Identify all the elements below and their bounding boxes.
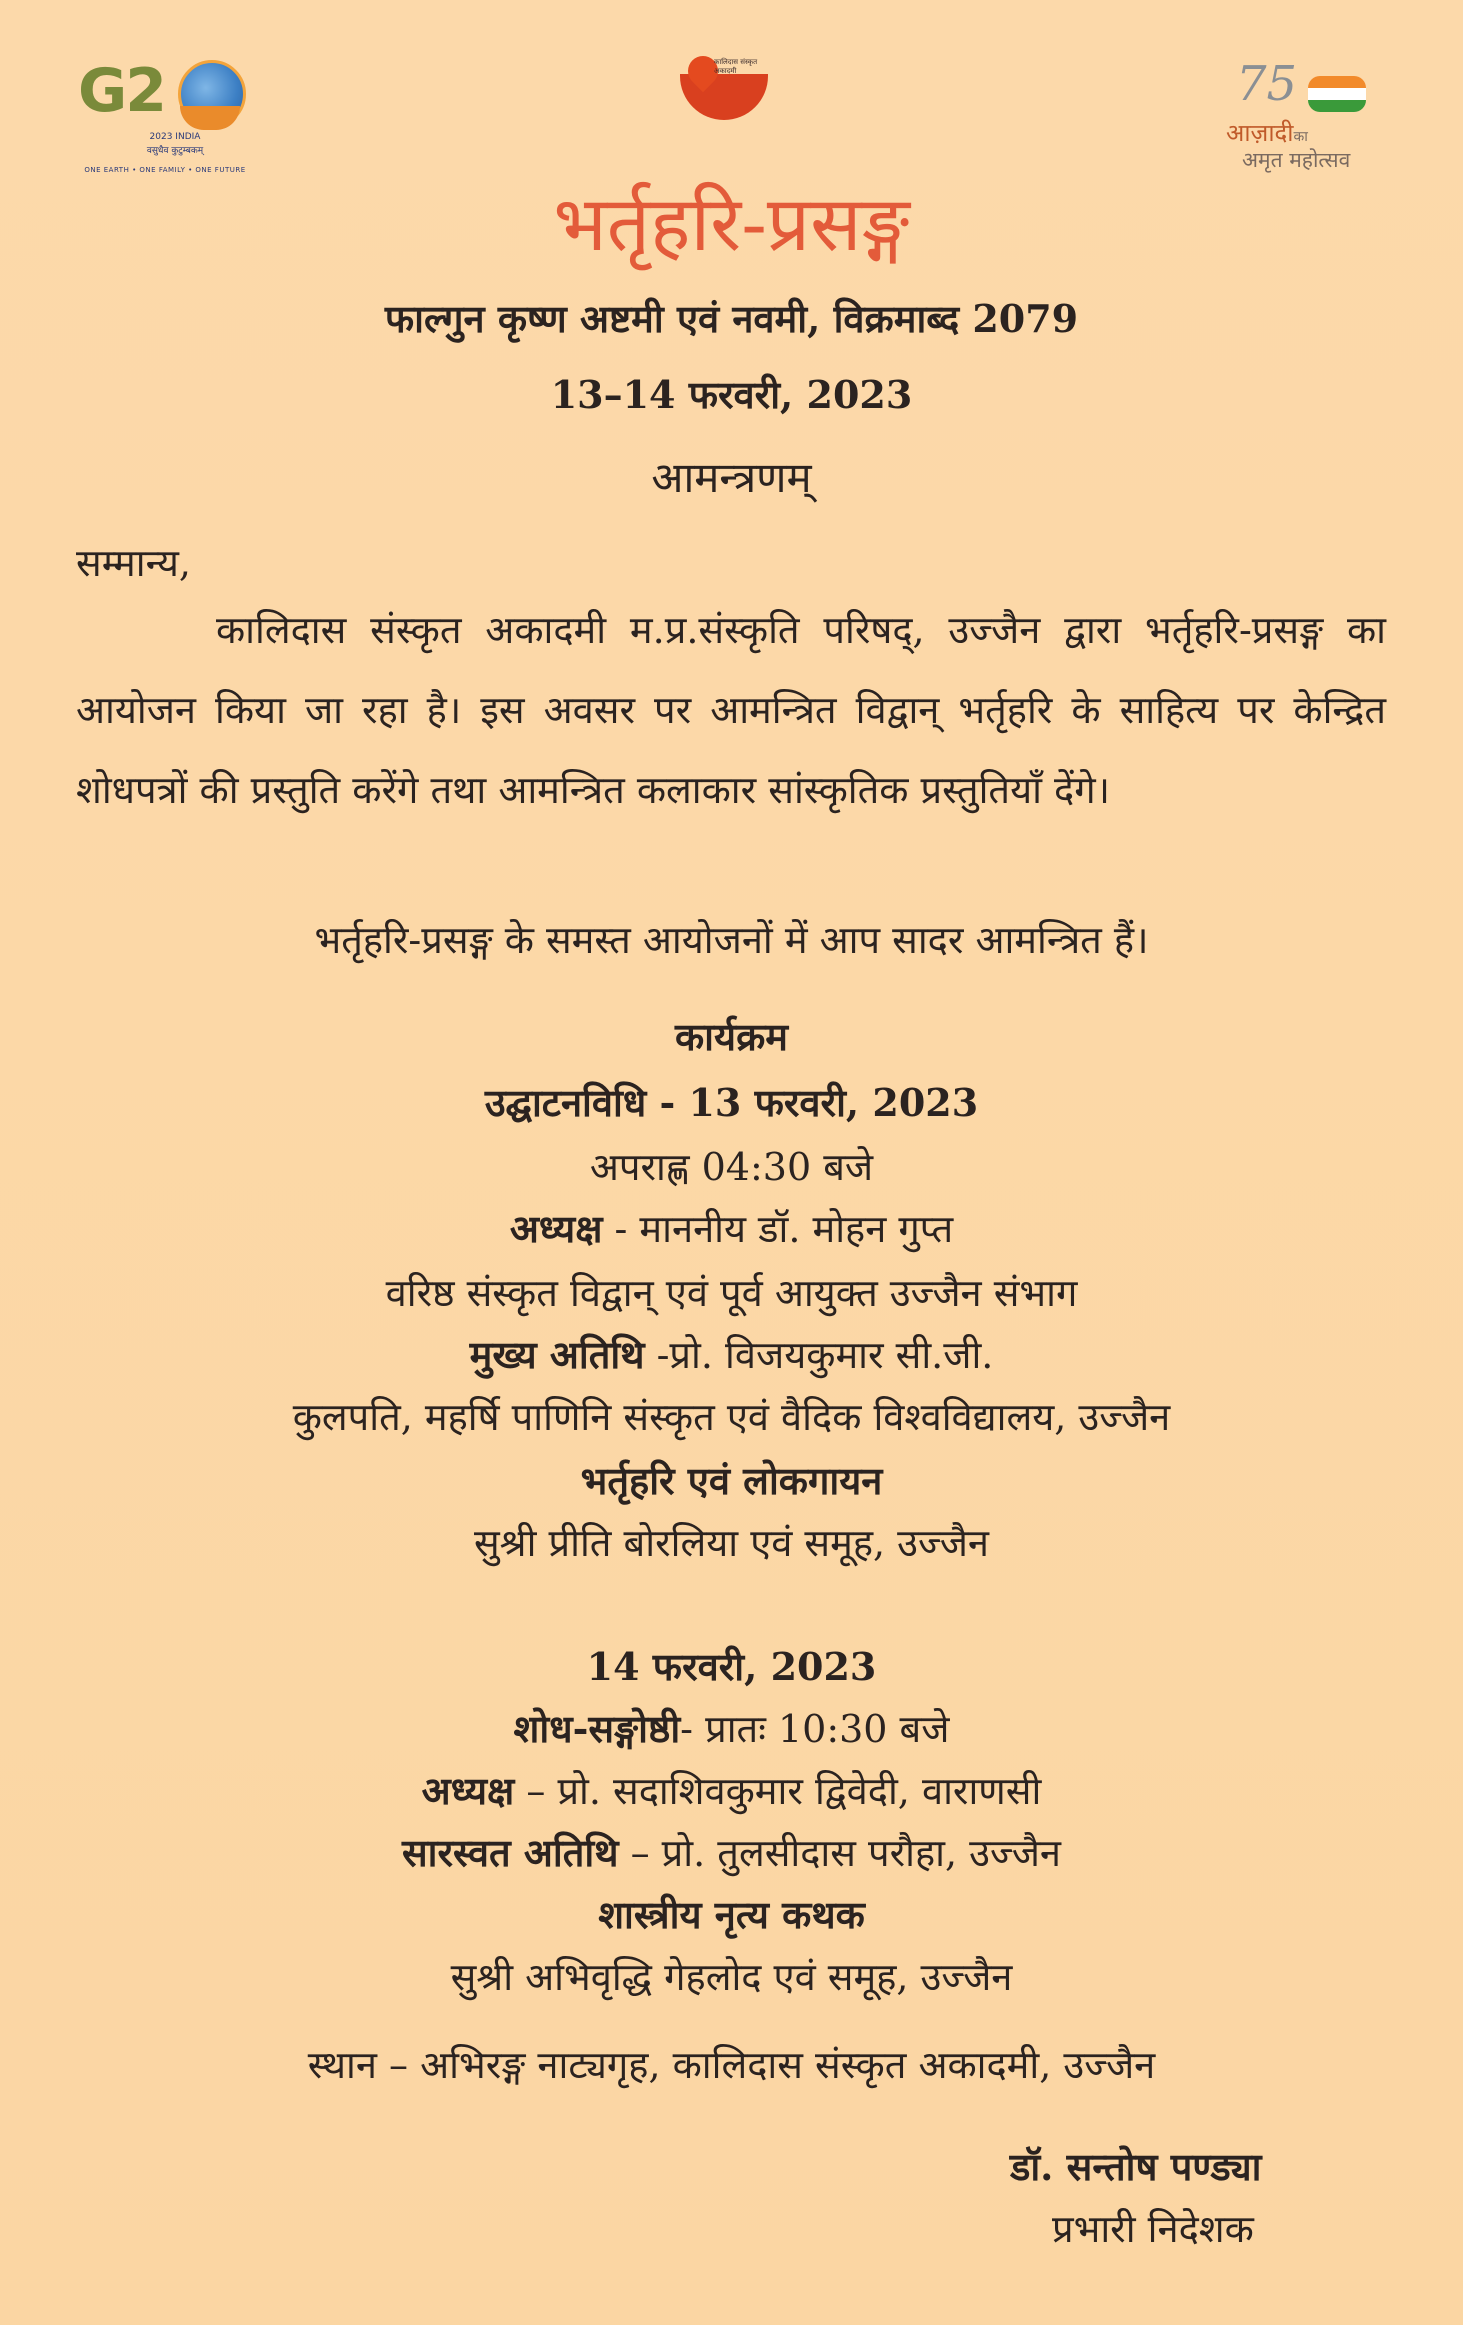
azadi-line2: अमृत महोत्सव xyxy=(1242,148,1351,172)
seventyfive-mark: 75 xyxy=(1236,56,1298,112)
azadi-line1: आज़ादीका xyxy=(1226,119,1308,147)
event-dates: 13–14 फरवरी, 2023 xyxy=(550,372,913,417)
day2-guest xyxy=(0,1826,1463,1878)
seminar-label: शोध-सङ्गोष्ठी xyxy=(513,1706,681,1751)
azadi-ka-amrit-mahotsav-logo xyxy=(1222,56,1397,176)
day1-chair-description: वरिष्ठ संस्कृत विद्वान् एवं पूर्व आयुक्त उज्जैन संभाग xyxy=(385,1271,1078,1315)
invitation-closing: भर्तृहरि-प्रसङ्ग के समस्त आयोजनों में आप सादर आमन्त्रित हैं। xyxy=(314,918,1149,962)
programme-heading: कार्यक्रम xyxy=(675,1014,788,1059)
hindu-calendar-date: फाल्गुन कृष्ण अष्टमी एवं नवमी, विक्रमाब्द 2079 xyxy=(384,296,1079,341)
chief-guest-name: -प्रो. विजयकुमार सी.जी. xyxy=(644,1333,994,1377)
invitation-paragraph: कालिदास संस्कृत अकादमी म.प्र.संस्कृति परिषद्, उज्जैन द्वारा भर्तृहरि-प्रसङ्ग का आयोजन किया जा रहा है। इस अवसर पर आमन्त्रित विद्वान् भर्तृहरि के साहित्य पर केन्द्रित शोधपत्रों की प्रस्तुति करेंगे तथा आमन्त्रित कलाकार सांस्कृतिक प्रस्तुतियाँ देंगे। xyxy=(76,608,1386,812)
day2-heading: 14 फरवरी, 2023 xyxy=(586,1644,877,1689)
chair-name: – प्रो. सदाशिवकुमार द्विवेदी, वाराणसी xyxy=(514,1769,1042,1813)
g20-subtitle xyxy=(90,130,260,158)
g20-mark: G2 xyxy=(78,56,165,126)
chair-label: अध्यक्ष xyxy=(421,1768,515,1813)
day2-performance-title: शास्त्रीय नृत्य कथक xyxy=(598,1892,865,1937)
tricolour-flag-icon xyxy=(1308,76,1366,112)
signatory-name: डॉ. सन्तोष पण्ड्या xyxy=(1010,2144,1262,2189)
day2-chair xyxy=(0,1764,1463,1816)
chair-name: - माननीय डॉ. मोहन गुप्त xyxy=(602,1207,954,1251)
g20-tagline: वसुधैव कुटुम्बकम् xyxy=(146,146,204,156)
g20-motto: ONE EARTH • ONE FAMILY • ONE FUTURE xyxy=(84,166,246,174)
chair-label: अध्यक्ष xyxy=(509,1206,603,1251)
venue: स्थान – अभिरङ्ग नाट्यगृह, कालिदास संस्कृत अकादमी, उज्जैन xyxy=(307,2043,1156,2087)
signatory-designation: प्रभारी निदेशक xyxy=(1052,2207,1254,2251)
g20-logo xyxy=(60,48,270,188)
salutation: सम्मान्य, xyxy=(76,541,191,585)
day1-chair xyxy=(0,1202,1463,1254)
day2-seminar xyxy=(0,1702,1463,1754)
day1-chief-guest xyxy=(0,1328,1463,1380)
day2-performance-artist: सुश्री अभिवृद्धि गेहलोद एवं समूह, उज्जैन xyxy=(450,1955,1013,1999)
invitation-heading: आमन्त्रणम् xyxy=(651,453,812,502)
lotus-icon xyxy=(180,106,240,130)
day1-chief-guest-description: कुलपति, महर्षि पाणिनि संस्कृत एवं वैदिक विश्वविद्यालय, उज्जैन xyxy=(292,1395,1171,1439)
akademi-logo-text: कालिदास संस्कृत अकादमी xyxy=(714,58,758,75)
day1-performance-title: भर्तृहरि एवं लोकगायन xyxy=(580,1458,883,1503)
day1-performance-artist: सुश्री प्रीति बोरलिया एवं समूह, उज्जैन xyxy=(473,1521,990,1565)
guest-label: सारस्वत अतिथि xyxy=(401,1830,619,1875)
akademi-logo xyxy=(676,52,776,122)
seminar-time: - प्रातः 10:30 बजे xyxy=(680,1707,950,1751)
g20-year-line: 2023 INDIA xyxy=(149,132,201,142)
chief-guest-label: मुख्य अतिथि xyxy=(469,1332,645,1377)
day1-time: अपराह्ण 04:30 बजे xyxy=(589,1145,874,1189)
page-title: भर्तृहरि-प्रसङ्ग xyxy=(553,179,910,268)
day1-heading: उद्घाटनविधि - 13 फरवरी, 2023 xyxy=(484,1080,979,1125)
guest-name: – प्रो. तुलसीदास परौहा, उज्जैन xyxy=(618,1831,1062,1875)
